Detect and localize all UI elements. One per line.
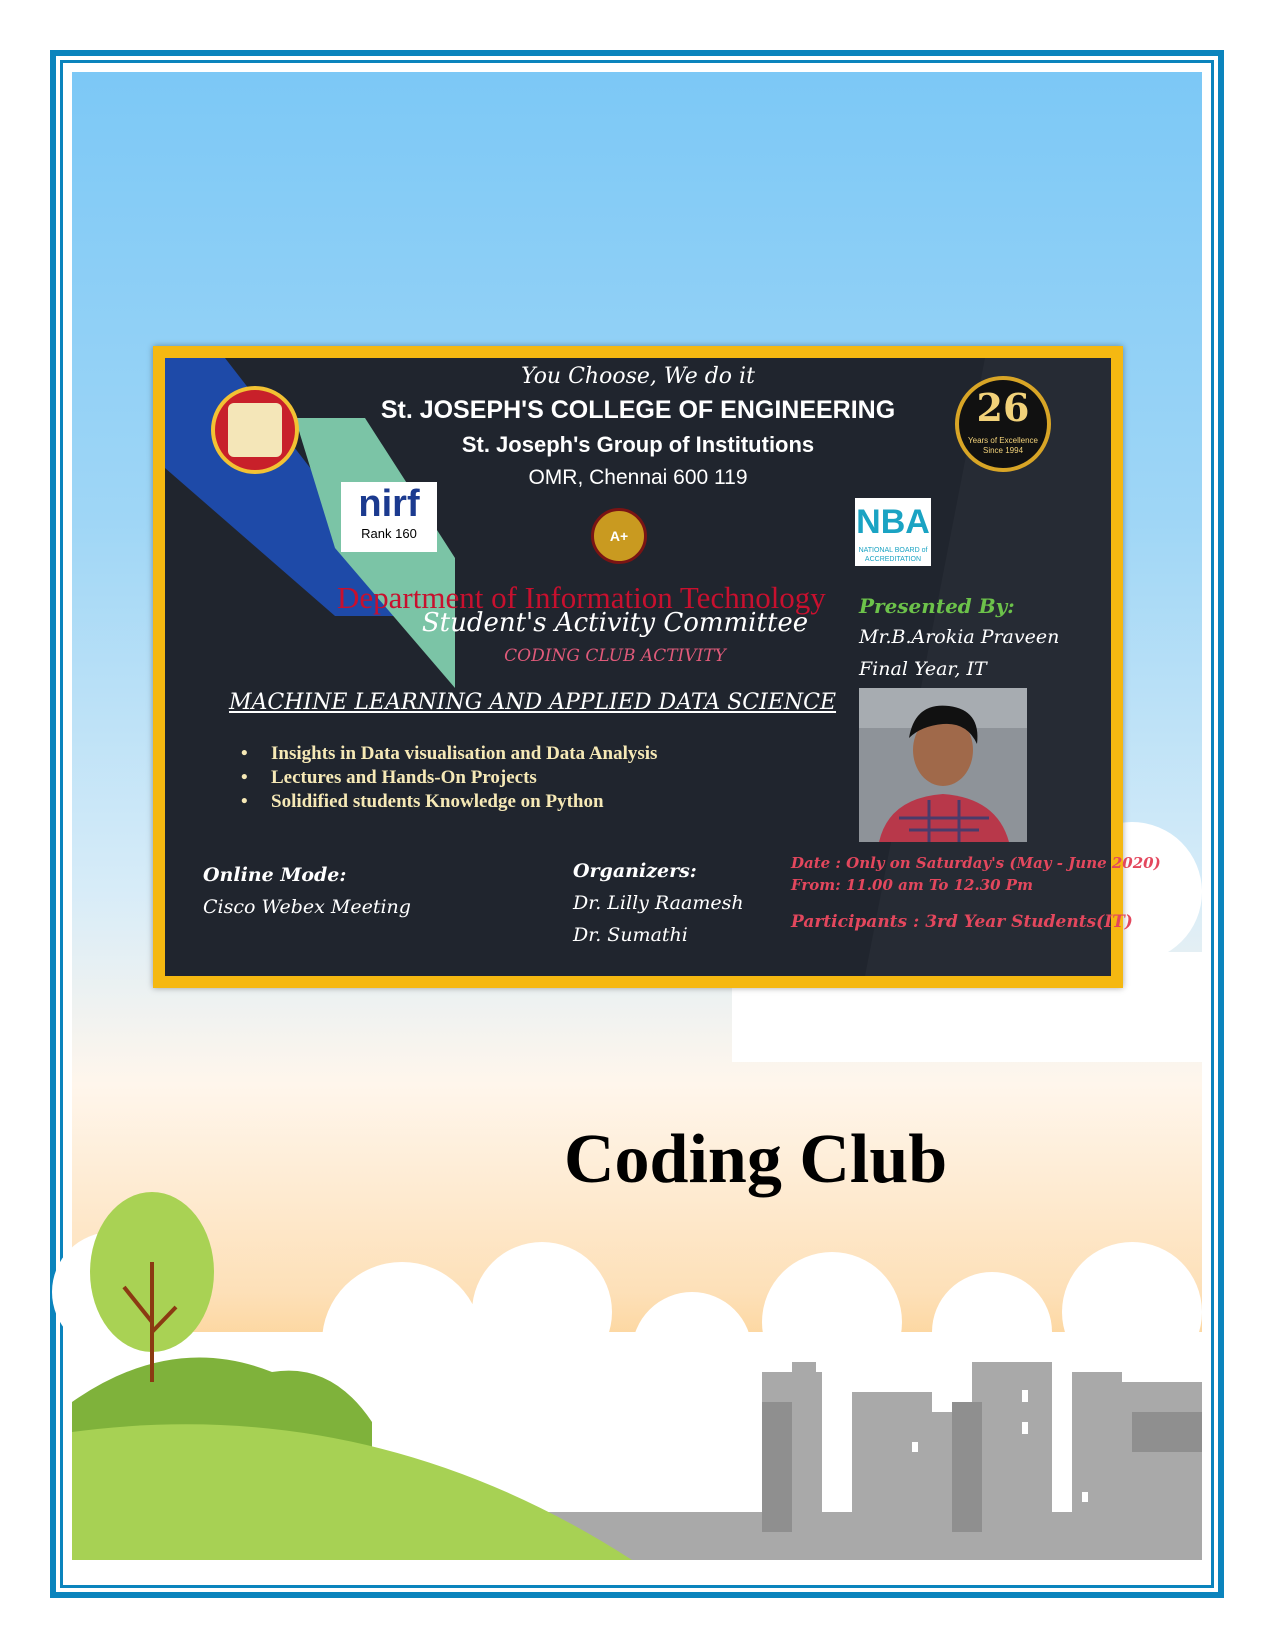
- poster-content: [165, 358, 1161, 976]
- nirf-logo: nirf Rank 160: [341, 482, 437, 552]
- college-name: St. JOSEPH'S COLLEGE OF ENGINEERING: [380, 396, 896, 424]
- tagline: You Choose, We do it: [521, 364, 755, 389]
- presenter-name: Mr.B.Arokia Praveen: [859, 626, 1060, 648]
- organizer-name: Dr. Sumathi: [573, 924, 688, 946]
- list-item: • Solidified students Knowledge on Python: [241, 790, 657, 814]
- committee-title: Student's Activity Committee: [421, 608, 809, 638]
- topic-heading: MACHINE LEARNING AND APPLIED DATA SCIENCE: [229, 690, 837, 715]
- event-poster: [153, 346, 1161, 988]
- presenter-year: Final Year, IT: [859, 658, 987, 680]
- group-name: St. Joseph's Group of Institutions: [461, 432, 815, 457]
- event-time: From: 11.00 am To 12.30 Pm: [791, 876, 1033, 894]
- presented-by-label: Presented By:: [859, 594, 1015, 618]
- address: OMR, Chennai 600 119: [528, 466, 748, 489]
- topic-bullets: [241, 742, 657, 814]
- organizers-label: Organizers:: [573, 860, 697, 882]
- online-mode-value: Cisco Webex Meeting: [203, 896, 411, 918]
- list-item: • Insights in Data visualisation and Data Analysis: [241, 742, 657, 766]
- list-item: • Lectures and Hands-On Projects: [241, 766, 657, 790]
- naac-badge: A+: [591, 508, 647, 564]
- online-mode-label: Online Mode:: [203, 864, 347, 886]
- department-title: Department of Information Technology: [337, 580, 826, 615]
- organizer-name: Dr. Lilly Raamesh: [573, 892, 744, 914]
- nba-logo: NBA NATIONAL BOARD of ACCREDITATION: [855, 498, 931, 566]
- participants: Participants : 3rd Year Students(IT): [791, 912, 1133, 932]
- event-date: Date : Only on Saturday's (May - June 2020): [791, 854, 1161, 872]
- activity-subtitle: CODING CLUB ACTIVITY: [504, 646, 726, 666]
- anniversary-badge: 26 Years of Excellence Since 1994: [955, 376, 1051, 472]
- page-title: Coding Club: [564, 1121, 948, 1198]
- presenter-photo: [859, 688, 1027, 842]
